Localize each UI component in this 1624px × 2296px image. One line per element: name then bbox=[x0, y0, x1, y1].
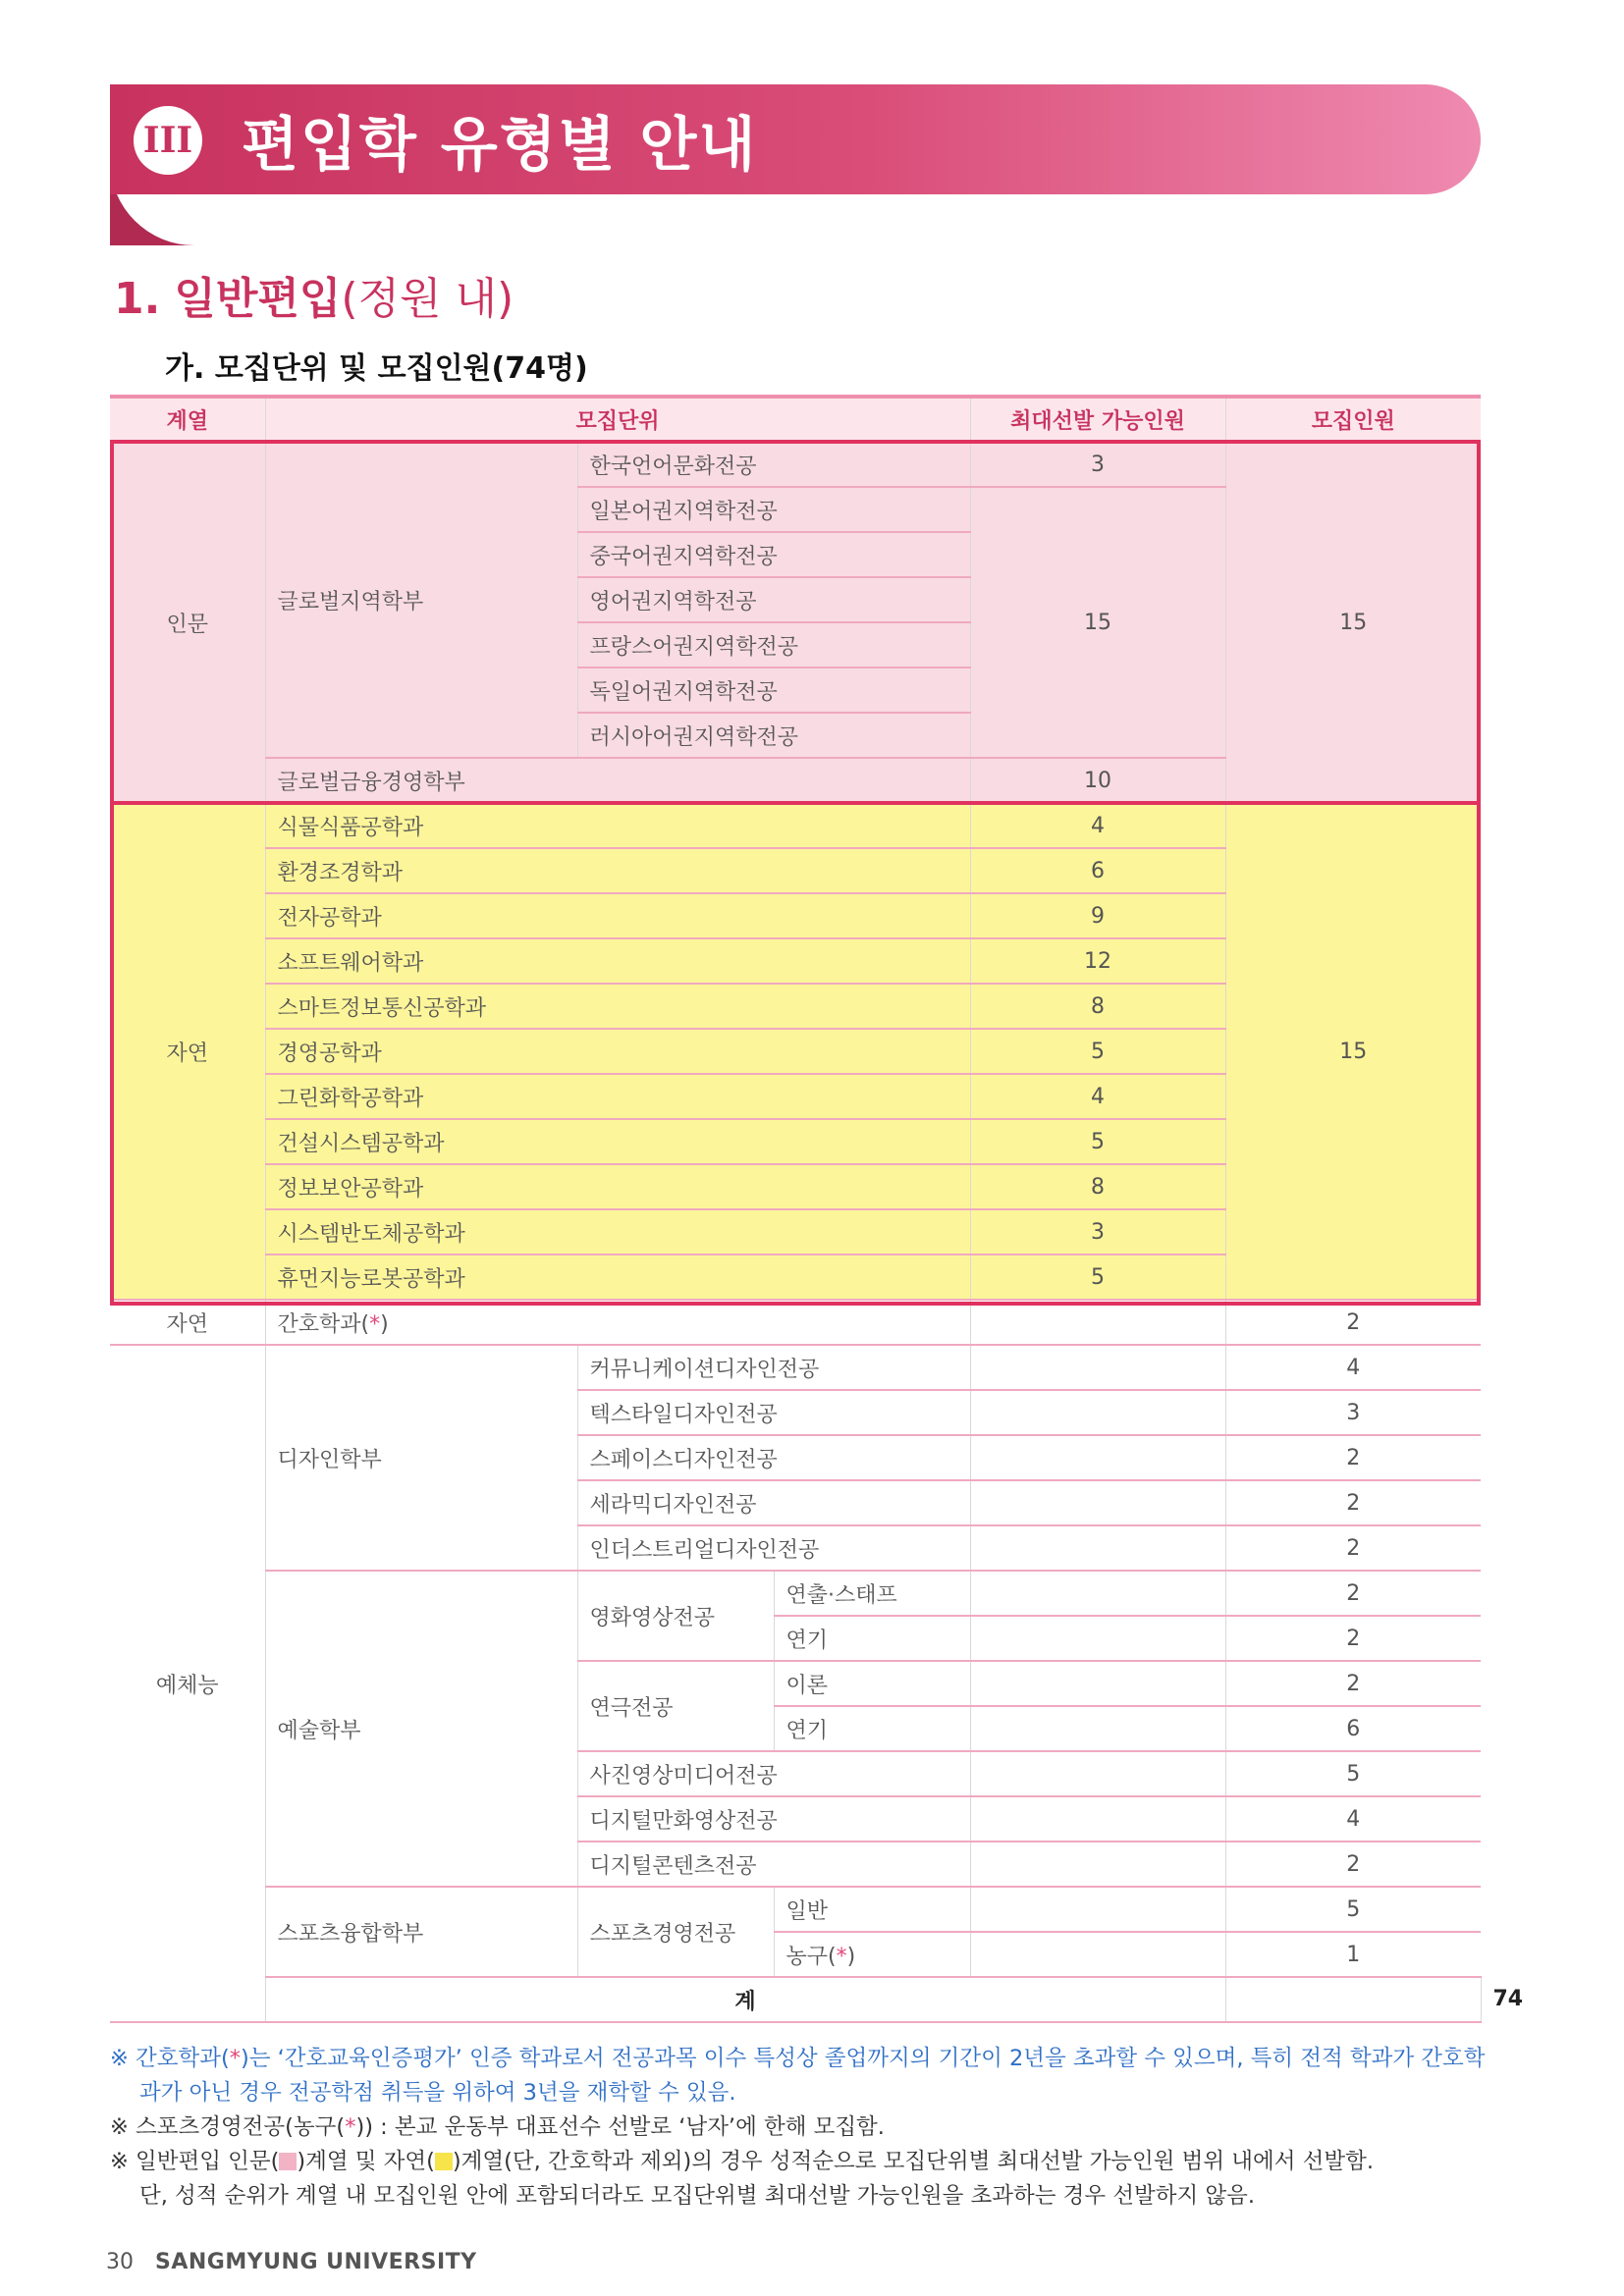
major-theatre: 연극전공 bbox=[577, 1661, 774, 1751]
dept-name: 시스템반도체공학과 bbox=[265, 1209, 970, 1255]
table-row bbox=[110, 442, 1481, 487]
quota-value: 5 bbox=[1225, 1887, 1481, 1932]
major-name: 스페이스디자인전공 bbox=[577, 1435, 970, 1480]
table-row bbox=[110, 1300, 1481, 1345]
major-name: 사진영상미디어전공 bbox=[577, 1751, 970, 1796]
dept-name: 전자공학과 bbox=[265, 893, 970, 938]
major-name: 한국언어문화전공 bbox=[577, 442, 970, 487]
dept-name: 정보보안공학과 bbox=[265, 1164, 970, 1209]
max-empty bbox=[970, 1525, 1225, 1571]
max-empty bbox=[970, 1932, 1225, 1977]
category-arts: 예체능 bbox=[110, 1345, 265, 2022]
page-footer bbox=[106, 2250, 477, 2274]
major-name: 디지털만화영상전공 bbox=[577, 1796, 970, 1842]
dept-nursing: 간호학과(*) bbox=[265, 1300, 970, 1345]
note-selection: ※ 일반편입 인문( )계열 및 자연( )계열(단, 간호학과 제외)의 경우 성적순으로 모집단위별 최대선발 가능인원 범위 내에서 선발함. 단, 성적 순위가 계열 내 모집인원 안에 포함되더라도 모집단위별 최대선발 가능인원을 초과하는 경우 선발하지 않음. bbox=[110, 2149, 1374, 2209]
quota-value: 5 bbox=[1225, 1751, 1481, 1796]
table-header-row bbox=[110, 397, 1481, 442]
quota-value: 2 bbox=[1225, 1616, 1481, 1661]
major-name: 영어권지역학전공 bbox=[577, 577, 970, 622]
dept-name: 환경조경학과 bbox=[265, 848, 970, 893]
page-number: 30 bbox=[106, 2250, 134, 2274]
max-value: 3 bbox=[970, 1209, 1225, 1255]
quota-value: 2 bbox=[1225, 1480, 1481, 1525]
max-value: 5 bbox=[970, 1029, 1225, 1074]
major-name: 커뮤니케이션디자인전공 bbox=[577, 1345, 970, 1390]
track-name: 연기 bbox=[774, 1616, 970, 1661]
major-name: 디지털콘텐츠전공 bbox=[577, 1842, 970, 1887]
dept-name: 식물식품공학과 bbox=[265, 803, 970, 848]
section-number: 1. bbox=[114, 274, 161, 324]
recruitment-table bbox=[110, 395, 1524, 2023]
quota-value: 2 bbox=[1225, 1435, 1481, 1480]
table-row bbox=[110, 803, 1481, 848]
table-row bbox=[110, 1571, 1481, 1616]
school-finance: 글로벌금융경영학부 bbox=[265, 758, 970, 803]
dept-name: 휴먼지능로봇공학과 bbox=[265, 1255, 970, 1300]
major-name: 프랑스어권지역학전공 bbox=[577, 622, 970, 667]
track-name: 일반 bbox=[774, 1887, 970, 1932]
section-suffix: (정원 내) bbox=[341, 274, 514, 324]
dept-name: 건설시스템공학과 bbox=[265, 1119, 970, 1164]
max-value: 5 bbox=[970, 1255, 1225, 1300]
subsection-title: 가. 모집단위 및 모집인원(74명) bbox=[165, 351, 588, 386]
max-empty bbox=[970, 1616, 1225, 1661]
track-name: 이론 bbox=[774, 1661, 970, 1706]
max-value: 5 bbox=[970, 1119, 1225, 1164]
max-empty bbox=[1225, 1977, 1481, 2022]
pink-swatch-icon bbox=[279, 2153, 297, 2170]
major-sports: 스포츠경영전공 bbox=[577, 1887, 774, 1977]
category-humanities: 인문 bbox=[110, 442, 265, 803]
max-empty bbox=[970, 1842, 1225, 1887]
major-name: 인더스트리얼디자인전공 bbox=[577, 1525, 970, 1571]
school-art: 예술학부 bbox=[265, 1571, 577, 1887]
max-value: 6 bbox=[970, 848, 1225, 893]
dept-name: 경영공학과 bbox=[265, 1029, 970, 1074]
quota-value: 2 bbox=[1225, 1842, 1481, 1887]
notes bbox=[110, 2042, 1504, 2214]
max-empty bbox=[970, 1390, 1225, 1435]
max-empty bbox=[970, 1480, 1225, 1525]
major-name: 텍스타일디자인전공 bbox=[577, 1390, 970, 1435]
note-sports: ※ 스포츠경영전공(농구(*)) : 본교 운동부 대표선수 선발로 ‘남자’에 한해 모집함. bbox=[110, 2114, 885, 2140]
max-empty bbox=[970, 1887, 1225, 1932]
total-row: 계 74 bbox=[110, 1977, 1481, 2022]
max-value: 8 bbox=[970, 1164, 1225, 1209]
max-empty bbox=[970, 1751, 1225, 1796]
total-label: 계 bbox=[265, 1977, 1225, 2022]
chapter-title: 편입학 유형별 안내 bbox=[242, 111, 758, 180]
category-science: 자연 bbox=[110, 803, 265, 1300]
max-value: 4 bbox=[970, 1074, 1225, 1119]
university-name: SANGMYUNG UNIVERSITY bbox=[155, 2250, 477, 2274]
dept-name: 그린화학공학과 bbox=[265, 1074, 970, 1119]
quota-humanities: 15 bbox=[1225, 442, 1481, 803]
major-name: 세라믹디자인전공 bbox=[577, 1480, 970, 1525]
note-nursing: ※ 간호학과(*)는 ‘간호교육인증평가’ 인증 학과로서 전공과목 이수 특성상 졸업까지의 기간이 2년을 초과할 수 있으며, 특히 전적 학과가 간호학과가 아닌 경우 전공학점 취득을 위하여 3년을 재학할 수 있음. bbox=[110, 2046, 1486, 2106]
category-science-nursing: 자연 bbox=[110, 1300, 265, 1345]
quota-value: 1 bbox=[1225, 1932, 1481, 1977]
dept-name: 소프트웨어학과 bbox=[265, 938, 970, 984]
major-name: 일본어권지역학전공 bbox=[577, 487, 970, 532]
max-empty bbox=[970, 1796, 1225, 1842]
yellow-swatch-icon bbox=[435, 2153, 453, 2170]
quota-value: 4 bbox=[1225, 1345, 1481, 1390]
max-empty bbox=[970, 1571, 1225, 1616]
quota-value: 2 bbox=[1225, 1300, 1481, 1345]
section-name: 일반편입 bbox=[174, 274, 342, 324]
track-name: 연출·스태프 bbox=[774, 1571, 970, 1616]
track-name: 연기 bbox=[774, 1706, 970, 1751]
table-row bbox=[110, 1887, 1481, 1932]
quota-value: 3 bbox=[1225, 1390, 1481, 1435]
major-name: 독일어권지역학전공 bbox=[577, 667, 970, 713]
major-film: 영화영상전공 bbox=[577, 1571, 774, 1661]
header-max: 최대선발 가능인원 bbox=[970, 397, 1225, 442]
quota-value: 2 bbox=[1225, 1571, 1481, 1616]
table-row bbox=[110, 1345, 1481, 1390]
header-quota: 모집인원 bbox=[1225, 397, 1481, 442]
school-design: 디자인학부 bbox=[265, 1345, 577, 1571]
school-sports: 스포츠융합학부 bbox=[265, 1887, 577, 1977]
banner-tail-decoration bbox=[110, 194, 194, 245]
max-value: 3 bbox=[970, 442, 1225, 487]
quota-value: 6 bbox=[1225, 1706, 1481, 1751]
track-name: 농구(*) bbox=[774, 1932, 970, 1977]
section-title bbox=[114, 263, 514, 326]
max-value: 8 bbox=[970, 984, 1225, 1029]
quota-value: 4 bbox=[1225, 1796, 1481, 1842]
quota-science: 15 bbox=[1225, 803, 1481, 1300]
max-value: 10 bbox=[970, 758, 1225, 803]
header-unit: 모집단위 bbox=[265, 397, 970, 442]
max-empty bbox=[970, 1661, 1225, 1706]
max-value: 12 bbox=[970, 938, 1225, 984]
max-value: 15 bbox=[970, 487, 1225, 758]
max-value: 4 bbox=[970, 803, 1225, 848]
dept-name: 스마트정보통신공학과 bbox=[265, 984, 970, 1029]
max-value: 9 bbox=[970, 893, 1225, 938]
max-empty bbox=[970, 1300, 1225, 1345]
max-empty bbox=[970, 1706, 1225, 1751]
quota-value: 2 bbox=[1225, 1525, 1481, 1571]
major-name: 러시아어권지역학전공 bbox=[577, 713, 970, 758]
chapter-number-badge: III bbox=[134, 106, 202, 175]
school-global-area: 글로벌지역학부 bbox=[265, 442, 577, 758]
max-empty bbox=[970, 1435, 1225, 1480]
header-category: 계열 bbox=[110, 397, 265, 442]
quota-value: 2 bbox=[1225, 1661, 1481, 1706]
max-empty bbox=[970, 1345, 1225, 1390]
major-name: 중국어권지역학전공 bbox=[577, 532, 970, 577]
